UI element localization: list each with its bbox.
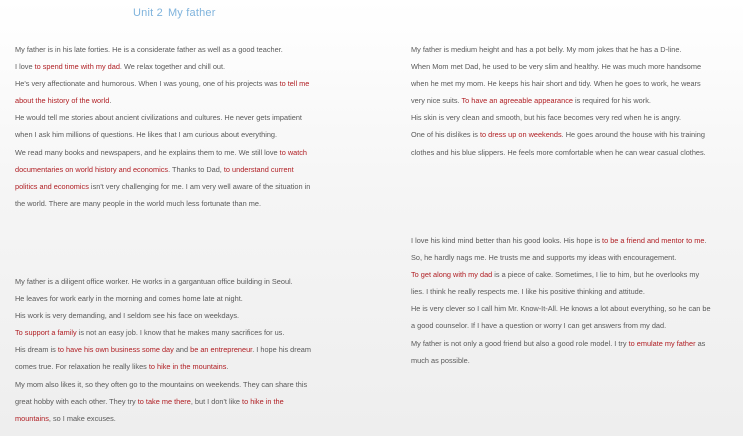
- text-segment: When Mom met Dad, he used to be very slim and healthy. He was much more handsome: [411, 62, 702, 72]
- text-segment: One of his dislikes is: [411, 130, 480, 140]
- highlighted-phrase: to tell me: [279, 79, 310, 89]
- highlighted-phrase: to spend time with my dad: [34, 62, 120, 72]
- highlighted-phrase: To support a family: [15, 328, 77, 338]
- text-segment: very nice suits.: [411, 96, 462, 106]
- text-line: [411, 335, 711, 352]
- text-line: [411, 352, 711, 369]
- text-line: [15, 92, 310, 109]
- text-line: [411, 317, 711, 334]
- text-segment: much as possible.: [411, 355, 470, 365]
- text-line: [15, 75, 310, 92]
- highlighted-phrase: to watch: [279, 147, 308, 157]
- text-line: [411, 126, 706, 143]
- text-line: [411, 41, 706, 58]
- text-line: [15, 410, 311, 427]
- text-segment: We read many books and newspapers, and he explains them to me. We still love: [15, 147, 280, 157]
- highlighted-phrase: to understand current: [223, 164, 294, 174]
- text-line: [15, 376, 311, 393]
- text-segment: comes true. For relaxation he really likes: [15, 362, 149, 372]
- highlighted-phrase: to have his own business some day: [57, 345, 174, 355]
- text-line: [15, 144, 310, 161]
- text-line: [15, 178, 310, 195]
- text-line: [15, 161, 310, 178]
- text-line: [15, 109, 310, 126]
- text-segment: the world. There are many people in the world much less fortunate than me.: [15, 198, 262, 208]
- text-segment: My father is not only a good friend but also a good role model. I try: [411, 338, 629, 348]
- text-segment: great hobby with each other. They try: [15, 396, 138, 406]
- highlighted-phrase: to hike in the: [242, 396, 284, 406]
- text-segment: isn't very challenging for me. I am very well aware of the situation in: [88, 181, 311, 191]
- text-line: [411, 300, 711, 317]
- text-segment: when he met my mom. He keeps his hair short and tidy. When he goes to work, he wears: [411, 79, 701, 89]
- text-segment: .: [704, 236, 707, 245]
- text-line: [15, 307, 311, 324]
- text-line: [411, 283, 711, 300]
- text-segment: He's very affectionate and humorous. When I was young, one of his projects was: [15, 79, 280, 89]
- text-segment: . I hope his dream: [252, 345, 312, 355]
- highlighted-phrase: To have an agreeable appearance: [461, 96, 573, 106]
- text-line: [411, 266, 711, 283]
- text-segment: He leaves for work early in the morning and comes home late at night.: [15, 294, 243, 304]
- text-segment: as: [695, 338, 706, 348]
- text-line: [411, 58, 706, 75]
- text-segment: My father is a diligent office worker. He works in a gargantuan office building in Seoul.: [15, 277, 293, 286]
- text-segment: , but I don't like: [190, 396, 243, 406]
- text-segment: So, he hardly nags me. He trusts me and supports my ideas with encouragement.: [411, 253, 677, 263]
- text-line: [411, 232, 711, 249]
- text-segment: His skin is very clean and smooth, but his face becomes very red when he is angry.: [411, 113, 682, 123]
- text-line: [15, 324, 311, 341]
- highlighted-phrase: documentaries on world history and economics: [15, 164, 169, 174]
- text-segment: lies. I think he really respects me. I like his positive thinking and attitude.: [411, 287, 645, 297]
- text-line: [15, 58, 310, 75]
- text-segment: , so I make excuses.: [48, 413, 116, 423]
- text-segment: is required for his work.: [572, 96, 651, 106]
- highlighted-phrase: To get along with my dad: [411, 270, 493, 280]
- text-line: [411, 249, 711, 266]
- text-segment: is not an easy job. I know that he makes many sacrifices for us.: [76, 328, 285, 338]
- text-segment: My father is in his late forties. He is a considerate father as well as a good teacher.: [15, 45, 283, 54]
- text-segment: .: [109, 96, 112, 106]
- text-segment: is a piece of cake. Sometimes, I lie to him, but he overlooks my: [492, 270, 700, 280]
- text-segment: My father is medium height and has a pot belly. My mom jokes that he has a D-line.: [411, 45, 682, 54]
- text-segment: His work is very demanding, and I seldom see his face on weekdays.: [15, 311, 240, 321]
- text-line: [15, 195, 310, 212]
- text-segment: and: [173, 345, 191, 355]
- text-segment: His dream is: [15, 345, 58, 355]
- highlighted-phrase: to hike in the mountains: [148, 362, 227, 372]
- text-line: [15, 393, 311, 410]
- highlighted-phrase: to take me there: [137, 396, 191, 406]
- text-segment: . He goes around the house with his training: [561, 130, 705, 140]
- highlighted-phrase: politics and economics: [15, 181, 89, 191]
- page-title: [133, 7, 216, 19]
- text-line: [15, 358, 311, 375]
- text-segment: I love: [15, 62, 35, 72]
- text-line: [411, 144, 706, 161]
- unit-label: Unit 2: [133, 7, 163, 19]
- text-segment: . Thanks to Dad,: [168, 164, 224, 174]
- text-segment: . We relax together and chill out.: [119, 62, 226, 72]
- paragraph-appearance: [411, 41, 706, 161]
- paragraph-teacher-father: [15, 41, 310, 212]
- text-line: [411, 92, 706, 109]
- highlighted-phrase: to emulate my father: [628, 338, 696, 348]
- title-label: My father: [167, 7, 216, 19]
- text-segment: .: [226, 362, 229, 372]
- text-segment: when I ask him millions of questions. He likes that I am curious about everything.: [15, 130, 278, 140]
- text-segment: He is very clever so I call him Mr. Know-It-All. He knows a lot about everything, so he can be: [411, 304, 711, 314]
- text-line: [15, 290, 311, 307]
- highlighted-phrase: to be a friend and mentor to me: [602, 236, 705, 245]
- text-segment: clothes and his blue slippers. He feels more comfortable when he can wear casual clothes.: [411, 147, 706, 157]
- text-line: [15, 341, 311, 358]
- text-segment: I love his kind mind better than his good looks. His hope is: [411, 236, 603, 245]
- paragraph-office-worker: [15, 273, 311, 427]
- highlighted-phrase: to dress up on weekends: [479, 130, 562, 140]
- text-segment: a good counselor. If I have a question or worry I can get answers from my dad.: [411, 321, 667, 331]
- text-line: [15, 126, 310, 143]
- paragraph-kind-mind: [411, 232, 711, 369]
- text-line: [411, 75, 706, 92]
- text-line: [411, 109, 706, 126]
- highlighted-phrase: mountains: [15, 413, 49, 423]
- highlighted-phrase: be an entrepreneur: [190, 345, 253, 355]
- text-segment: He would tell me stories about ancient civilizations and cultures. He never gets impatient: [15, 113, 302, 123]
- text-line: [15, 273, 311, 290]
- highlighted-phrase: about the history of the world: [15, 96, 110, 106]
- text-line: [15, 41, 310, 58]
- text-segment: My mom also likes it, so they often go to the mountains on weekends. They can share this: [15, 379, 308, 389]
